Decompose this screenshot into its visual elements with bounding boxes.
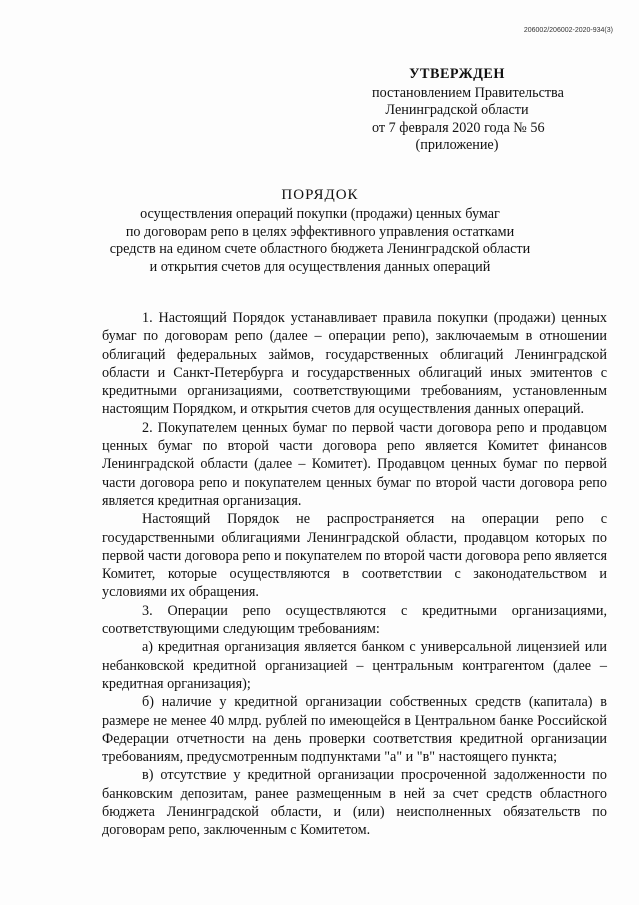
approval-line: (приложение) [415, 137, 499, 153]
title-line: осуществления операций покупки (продажи) ценных бумаг [140, 206, 500, 222]
paragraph: б) наличие у кредитной организации собственных средств (капитала) в размере не менее 40 млрд. рублей по имеющейся в Центральном банке Российской Федерации отчетности на день проверки соответствия кредитной организации требованиям, предусмотренным подпунктами "а" и "в" настоящего пункта; [102, 694, 607, 766]
title-heading: ПОРЯДОК [281, 187, 359, 203]
title-line: и открытия счетов для осуществления данных операций [149, 258, 491, 275]
paragraph: Настоящий Порядок не распространяется на операции репо с государственными облигациями Ленинградской области, продавцом которых по первой части договора репо и покупателем по второй части договора репо является Комитет, которые осуществляются в соответствии с законодательством и условиями их обращения. [102, 511, 607, 601]
approval-line: Ленинградской области [385, 102, 529, 118]
approval-line: от 7 февраля 2020 года № 56 [372, 119, 545, 136]
paragraph: в) отсутствие у кредитной организации просроченной задолженности по банковским депозитам, ранее размещенным в ней за счет средств областного бюджета Ленинградской области, и (или) неисполненных обязательств по договорам репо, заключенным с Комитетом. [102, 767, 607, 839]
document-title [100, 186, 540, 276]
paragraph: а) кредитная организация является банком с универсальной лицензией или небанковской кредитной организацией – центральным контрагентом (далее – кредитная организация); [102, 639, 607, 692]
paragraph: 1. Настоящий Порядок устанавливает правила покупки (продажи) ценных бумаг по договорам репо (далее – операции репо), заключаемым в отношении облигаций федеральных займов, государственных облигаций Ленинградской области и Санкт-Петербурга и государственных облигаций иных эмитентов с кредитными организациями, соответствующими требованиям, установленным настоящим Порядком, и открытия счетов для осуществления данных операций. [102, 310, 607, 418]
approval-heading: УТВЕРЖДЕН [409, 66, 505, 82]
approval-stamp [372, 66, 564, 155]
document-body [102, 309, 607, 840]
document-id: 206002/206002-2020-934(3) [523, 27, 613, 34]
title-line: по договорам репо в целях эффективного управления остатками [125, 223, 515, 240]
paragraph: 3. Операции репо осуществляются с кредитными организациями, соответствующими следующим требованиям: [102, 602, 607, 638]
approval-line: постановлением Правительства [372, 84, 564, 101]
paragraph: 2. Покупателем ценных бумаг по первой части договора репо и продавцом ценных бумаг по второй части договора репо является Комитет финансов Ленинградской области (далее – Комитет). Продавцом ценных бумаг по первой части договора репо и покупателем ценных бумаг по второй части договора репо является кредитная организация. [102, 419, 607, 509]
title-line: средств на едином счете областного бюджета Ленинградской области [109, 241, 531, 257]
